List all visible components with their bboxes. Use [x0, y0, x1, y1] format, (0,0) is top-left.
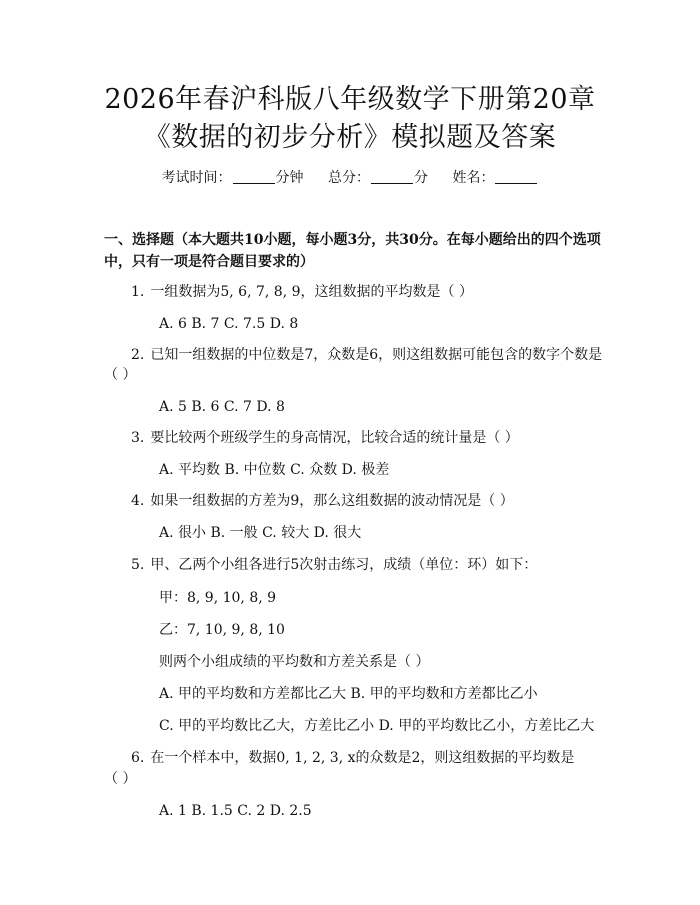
question-5-options-line-1: A. 甲的平均数和方差都比乙大 B. 甲的平均数和方差都比乙小: [159, 686, 538, 702]
question-2-text-cont: （ ）: [104, 367, 137, 383]
question-text: 甲、乙两个小组各进行5次射击练习，成绩（单位：环）如下：: [150, 557, 538, 573]
question-number: 4.: [131, 493, 145, 509]
question-2: [131, 345, 602, 365]
page-title-line-1: 2026年春沪科版八年级数学下册第20章: [104, 84, 596, 115]
question-3-options: A. 平均数 B. 中位数 C. 众数 D. 极差: [159, 462, 390, 478]
total-score-label: 总分：: [328, 170, 370, 186]
name-blank: [495, 169, 537, 184]
exam-time-blank: [233, 169, 275, 184]
question-6-text-cont: （ ）: [104, 771, 137, 787]
question-text: 一组数据为5, 6, 7, 8, 9，这组数据的平均数是（ ）: [150, 284, 473, 300]
exam-info-row: [0, 168, 700, 188]
question-5: [131, 555, 537, 575]
total-score-unit: 分: [414, 170, 428, 186]
question-number: 6.: [131, 750, 145, 766]
section-heading: 一、选择题（本大题共10小题，每小题3分，共30分。在每小题给出的四个选项中，只有一项是符合题目要求的）: [104, 232, 601, 270]
page-title-line-2: 《数据的初步分析》模拟题及答案: [143, 122, 557, 153]
question-5-data-yi: 乙：7, 10, 9, 8, 10: [159, 622, 285, 638]
question-4-options: A. 很小 B. 一般 C. 较大 D. 很大: [159, 525, 362, 541]
total-score-field: [328, 170, 432, 186]
question-6-options: A. 1 B. 1.5 C. 2 D. 2.5: [159, 803, 312, 819]
exam-time-unit: 分钟: [275, 170, 304, 186]
question-number: 2.: [131, 347, 145, 363]
question-2-options: A. 5 B. 6 C. 7 D. 8: [159, 399, 285, 415]
question-5-data-jia: 甲：8, 9, 10, 8, 9: [159, 590, 277, 606]
question-1: [131, 282, 473, 302]
name-field: [452, 170, 538, 186]
name-label: 姓名：: [452, 170, 495, 186]
question-5-options-line-2: C. 甲的平均数比乙大，方差比乙小 D. 甲的平均数比乙小，方差比乙大: [159, 718, 595, 734]
exam-time-field: [162, 170, 308, 186]
question-text: 如果一组数据的方差为9，那么这组数据的波动情况是（ ）: [150, 493, 514, 509]
question-text: 已知一组数据的中位数是7，众数是6，则这组数据可能包含的数字个数是: [150, 347, 603, 363]
question-number: 3.: [131, 430, 145, 446]
question-text: 要比较两个班级学生的身高情况，比较合适的统计量是（ ）: [150, 430, 519, 446]
question-number: 1.: [131, 284, 145, 300]
total-score-blank: [371, 169, 413, 184]
exam-time-label: 考试时间：: [161, 170, 232, 186]
question-5-prompt: 则两个小组成绩的平均数和方差关系是（ ）: [159, 654, 430, 670]
question-4: [131, 491, 514, 511]
question-3: [131, 428, 519, 448]
question-number: 5.: [131, 557, 145, 573]
question-text: 在一个样本中，数据0, 1, 2, 3, x的众数是2，则这组数据的平均数是: [150, 750, 575, 766]
question-6: [131, 748, 574, 768]
question-1-options: A. 6 B. 7 C. 7.5 D. 8: [159, 316, 299, 332]
